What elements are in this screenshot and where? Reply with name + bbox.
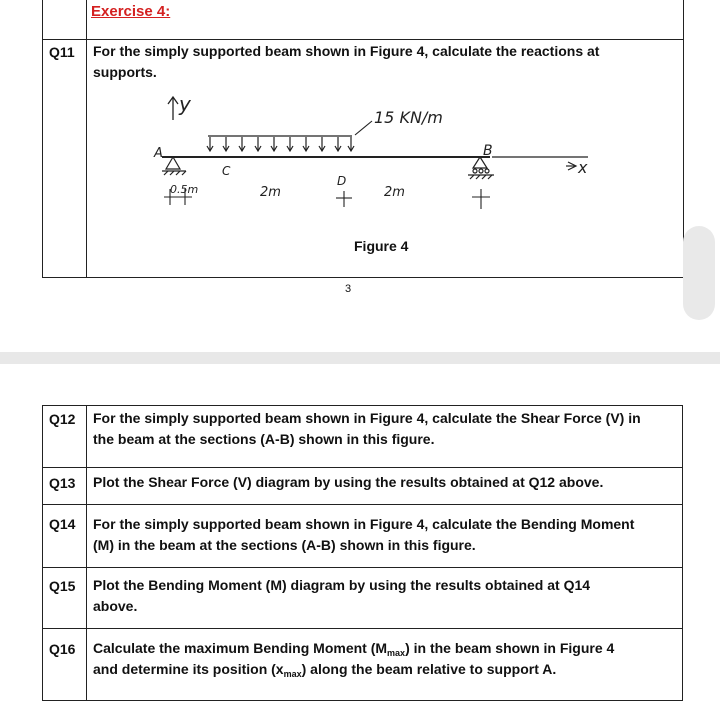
q15-text-line1: Plot the Bending Moment (M) diagram by using the results obtained at Q14 — [93, 577, 591, 593]
dim-label-cd: 2m — [260, 185, 281, 200]
q16-text-line2 — [93, 659, 556, 682]
q11-number: Q11 — [49, 44, 75, 60]
dim-label-db: 2m — [384, 185, 405, 200]
distributed-load — [207, 136, 354, 151]
page-number: 3 — [345, 283, 352, 295]
table-divider — [86, 405, 87, 701]
q11-text-line1: For the simply supported beam shown in Figure 4, calculate the reactions at — [93, 43, 600, 59]
y-axis-arrow — [168, 97, 178, 120]
q14-text-line1: For the simply supported beam shown in Figure 4, calculate the Bending Moment — [93, 516, 635, 532]
row-divider-3 — [42, 567, 683, 568]
figure-caption: Figure 4 — [354, 238, 409, 254]
q11-divider — [86, 0, 87, 278]
label-b: B — [483, 143, 493, 159]
q15-text-line2: above. — [93, 598, 138, 614]
q16-line2-part2: ) along the beam relative to support A. — [301, 661, 557, 677]
q16-line1-part2: ) in the beam shown in Figure 4 — [405, 640, 615, 656]
table-right-border — [682, 405, 683, 701]
q11-left-border — [42, 0, 43, 278]
beam-figure — [140, 85, 660, 235]
load-leader — [355, 121, 372, 135]
q13-number: Q13 — [49, 475, 76, 491]
table-left-border — [42, 405, 43, 701]
dimension-marks — [164, 189, 490, 209]
exercise-title: Exercise 4: — [91, 3, 171, 20]
label-c: C — [222, 164, 231, 178]
label-a: A — [154, 146, 163, 161]
support-b — [468, 157, 494, 179]
page-bottom — [0, 364, 720, 703]
q12-text-line1: For the simply supported beam shown in Figure 4, calculate the Shear Force (V) in — [93, 410, 641, 426]
x-axis-arrow — [492, 157, 588, 170]
dim-label-a: 0.5m — [170, 183, 199, 196]
q16-text-line1 — [93, 638, 614, 661]
support-a — [162, 157, 186, 175]
q11-top-border — [42, 39, 684, 40]
q16-line2-sub: max — [283, 669, 302, 679]
scroll-handle[interactable] — [683, 226, 715, 320]
q16-line1-part1: Calculate the maximum Bending Moment (M — [93, 640, 388, 656]
q14-number: Q14 — [49, 516, 76, 532]
q16-line2-part1: and determine its position (x — [93, 661, 284, 677]
q12-text-line2: the beam at the sections (A-B) shown in this figure. — [93, 431, 435, 447]
q15-number: Q15 — [49, 578, 76, 594]
row-divider-4 — [42, 628, 683, 629]
q11-bottom-border — [42, 277, 684, 278]
row-divider-2 — [42, 504, 683, 505]
table-top-border — [42, 405, 683, 406]
label-d: D — [337, 174, 347, 188]
q16-line1-sub: max — [387, 648, 406, 658]
page-separator — [0, 352, 720, 364]
q11-text-line2: supports. — [93, 64, 157, 80]
table-bottom-border — [42, 700, 683, 701]
y-axis-label: y — [179, 92, 191, 116]
q14-text-line2: (M) in the beam at the sections (A-B) shown in this figure. — [93, 537, 476, 553]
q16-number: Q16 — [49, 641, 76, 657]
load-label: 15 KN/m — [374, 108, 443, 127]
q13-text-line1: Plot the Shear Force (V) diagram by using the results obtained at Q12 above. — [93, 474, 604, 490]
row-divider-1 — [42, 467, 683, 468]
q12-number: Q12 — [49, 411, 76, 427]
x-axis-label: x — [578, 158, 588, 177]
